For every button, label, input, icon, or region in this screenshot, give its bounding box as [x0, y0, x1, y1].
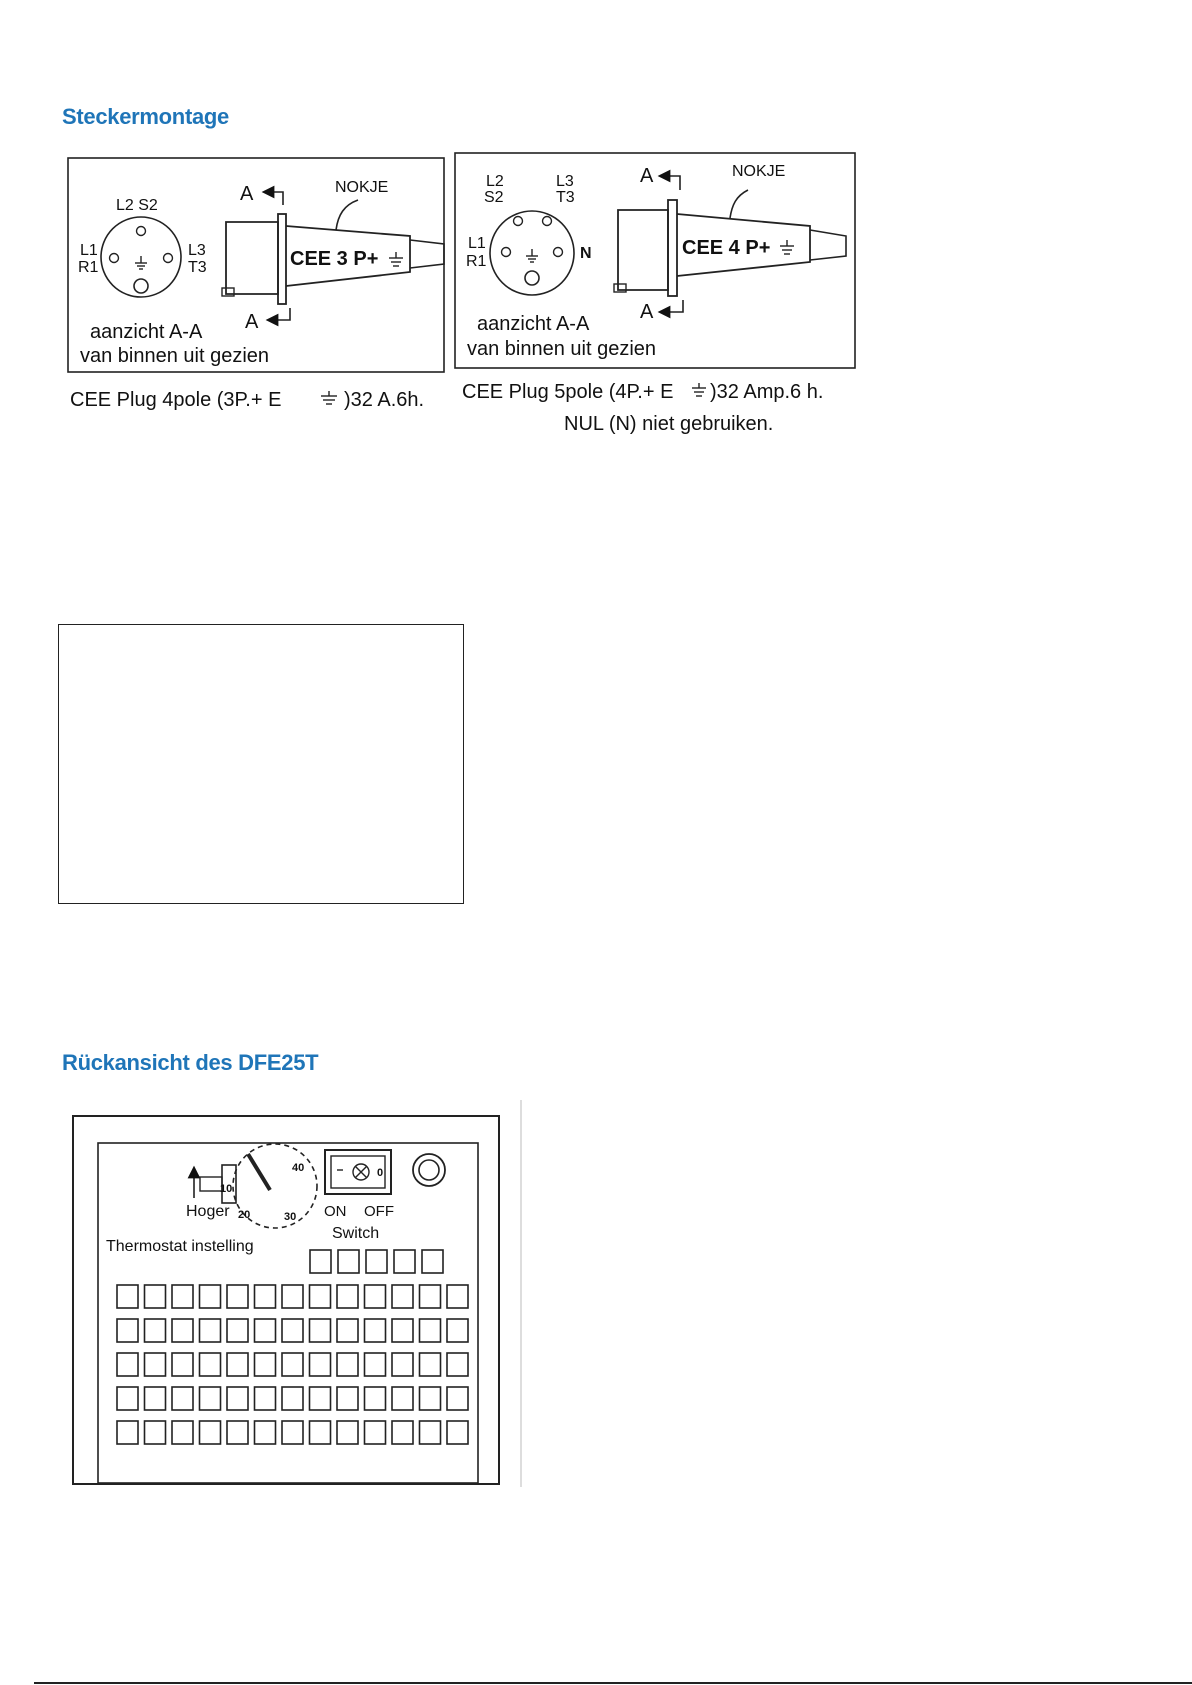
vent-slot — [392, 1387, 413, 1410]
vent-slot — [337, 1387, 358, 1410]
pin-label-l1-right: L1 — [468, 235, 486, 252]
vent-slot — [282, 1353, 303, 1376]
arrow-a-top-left: A — [240, 183, 254, 205]
earth-symbol-plug-left — [389, 252, 403, 266]
nokje-label-right: NOKJE — [732, 163, 786, 180]
vent-slot — [394, 1250, 415, 1273]
vent-slot — [366, 1250, 387, 1273]
view-label-right-2: van binnen uit gezien — [467, 338, 657, 360]
vent-slot — [255, 1387, 276, 1410]
vent-slot — [338, 1250, 359, 1273]
vent-slot — [365, 1421, 386, 1444]
vent-slot — [200, 1319, 221, 1342]
pin-label-s2: S2 — [484, 189, 504, 206]
hoger-label: Hoger — [186, 1203, 230, 1220]
pin-label-t3: T3 — [188, 259, 207, 276]
vent-slot — [365, 1319, 386, 1342]
vent-slot — [255, 1421, 276, 1444]
vent-slot — [310, 1319, 331, 1342]
vent-slot — [145, 1319, 166, 1342]
pin-label-r1-right: R1 — [466, 253, 487, 270]
switch-zero: 0 — [377, 1167, 384, 1179]
vent-slot — [310, 1285, 331, 1308]
caption-right-b: )32 Amp.6 h. — [710, 381, 824, 403]
pin-label-l1: L1 — [80, 242, 98, 259]
vent-slot — [420, 1421, 441, 1444]
vent-slot — [365, 1387, 386, 1410]
vent-slot — [117, 1285, 138, 1308]
vent-slot — [172, 1285, 193, 1308]
vent-slot — [447, 1353, 468, 1376]
vent-slot — [255, 1319, 276, 1342]
power-inlet — [413, 1154, 445, 1186]
rear-panel-outer — [73, 1116, 499, 1484]
switch-label: Switch — [332, 1225, 380, 1242]
plug-right-collar — [668, 200, 677, 296]
vent-slot — [392, 1421, 413, 1444]
pin-label-neutral: N — [580, 245, 592, 262]
vent-slot — [282, 1319, 303, 1342]
vent-slot — [117, 1353, 138, 1376]
vent-slot — [420, 1319, 441, 1342]
vent-slot — [200, 1353, 221, 1376]
arrow-a-bottom-left: A — [245, 311, 259, 333]
earth-symbol-right — [526, 249, 538, 262]
section-title-rear-view: Rückansicht des DFE25T — [62, 1050, 319, 1075]
vent-slot — [200, 1421, 221, 1444]
vent-slot — [145, 1353, 166, 1376]
plug-left-label: CEE 3 P+ — [290, 248, 379, 270]
vent-slot — [145, 1387, 166, 1410]
vent-slot — [392, 1285, 413, 1308]
nokje-label-left: NOKJE — [335, 179, 389, 196]
vent-slot — [117, 1421, 138, 1444]
arrow-a-bottom-right: A — [640, 301, 654, 323]
vent-slot — [282, 1285, 303, 1308]
vent-slot — [117, 1387, 138, 1410]
caption-left-b: )32 A.6h. — [344, 389, 425, 411]
vent-slot — [227, 1421, 248, 1444]
earth-symbol-caption-right — [692, 383, 706, 396]
rear-panel-inner — [98, 1143, 478, 1483]
vent-slot — [365, 1285, 386, 1308]
vent-slot — [227, 1387, 248, 1410]
plug-left-caption — [70, 389, 424, 411]
view-label-left-1: aanzicht A-A — [90, 321, 203, 343]
vent-slot — [282, 1421, 303, 1444]
vent-slot — [420, 1285, 441, 1308]
ventilation-grid — [117, 1250, 468, 1444]
vent-slot — [310, 1250, 331, 1273]
vent-slot — [227, 1319, 248, 1342]
vent-slot — [310, 1421, 331, 1444]
vent-slot — [255, 1353, 276, 1376]
plug-right-caption — [462, 381, 823, 435]
scale-40: 40 — [292, 1162, 305, 1174]
vent-slot — [420, 1353, 441, 1376]
vent-slot — [145, 1421, 166, 1444]
arrow-a-top-right: A — [640, 165, 654, 187]
vent-slot — [255, 1285, 276, 1308]
plug-left-diagram — [68, 158, 444, 372]
vent-slot — [145, 1285, 166, 1308]
vent-slot — [337, 1421, 358, 1444]
vent-slot — [447, 1319, 468, 1342]
caption-right-a: CEE Plug 5pole (4P.+ E — [462, 381, 674, 403]
plug-left-collar — [278, 214, 286, 304]
vent-slot — [447, 1285, 468, 1308]
scale-30: 30 — [284, 1211, 297, 1223]
view-label-left-2: van binnen uit gezien — [80, 345, 270, 367]
vent-slot — [200, 1387, 221, 1410]
view-label-right-1: aanzicht A-A — [477, 313, 590, 335]
thermostat-pointer — [248, 1154, 270, 1190]
caption-left-a: CEE Plug 4pole (3P.+ E — [70, 389, 282, 411]
scale-20: 20 — [238, 1209, 251, 1221]
nokje-right — [730, 190, 748, 218]
pin-label-t3-right: T3 — [556, 189, 575, 206]
vent-slot — [227, 1285, 248, 1308]
scale-10: 10 — [220, 1183, 233, 1195]
vent-slot — [172, 1319, 193, 1342]
rear-panel-diagram — [73, 1100, 521, 1487]
thermostat-label: Thermostat instelling — [106, 1238, 254, 1255]
nokje-left — [336, 200, 358, 230]
earth-symbol-left — [135, 256, 147, 269]
pin-label-top: L2 S2 — [116, 197, 158, 214]
vent-slot — [227, 1353, 248, 1376]
vent-slot — [422, 1250, 443, 1273]
plug-right-frame — [455, 153, 855, 368]
switch-on-label: ON — [324, 1203, 347, 1220]
vent-slot — [447, 1387, 468, 1410]
vent-slot — [200, 1285, 221, 1308]
vent-slot — [392, 1353, 413, 1376]
vent-slot — [420, 1387, 441, 1410]
vent-slot — [282, 1387, 303, 1410]
vent-slot — [172, 1353, 193, 1376]
pin-label-l3: L3 — [188, 242, 206, 259]
pin-label-l2: L2 — [486, 173, 504, 190]
vent-slot — [172, 1387, 193, 1410]
vent-slot — [337, 1319, 358, 1342]
vent-slot — [392, 1319, 413, 1342]
vent-slot — [172, 1421, 193, 1444]
switch-off-label: OFF — [364, 1203, 394, 1220]
vent-slot — [337, 1353, 358, 1376]
pin-label-l3-right: L3 — [556, 173, 574, 190]
earth-symbol-plug-right — [780, 240, 794, 254]
pin-label-r1: R1 — [78, 259, 99, 276]
caption-right-line2: NUL (N) niet gebruiken. — [564, 413, 774, 435]
vent-slot — [117, 1319, 138, 1342]
vent-slot — [310, 1387, 331, 1410]
footer-rule — [34, 1682, 1192, 1684]
vent-slot — [365, 1353, 386, 1376]
empty-frame — [58, 624, 464, 904]
vent-slot — [310, 1353, 331, 1376]
earth-symbol-caption-left — [321, 391, 337, 404]
plug-right-diagram — [455, 153, 855, 368]
plug-right-label: CEE 4 P+ — [682, 237, 771, 259]
vent-slot — [337, 1285, 358, 1308]
section-title-plug-assembly: Steckermontage — [62, 104, 229, 129]
vent-slot — [447, 1421, 468, 1444]
